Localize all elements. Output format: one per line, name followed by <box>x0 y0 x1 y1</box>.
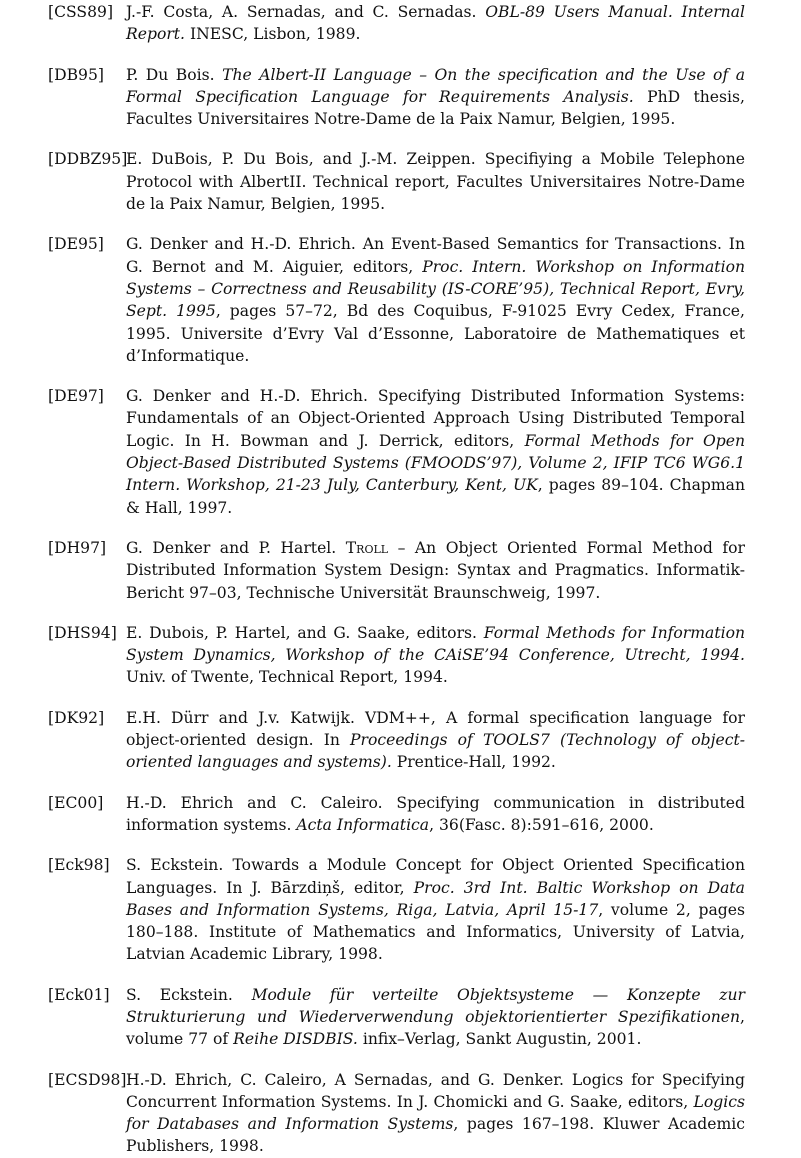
reference-entry <box>48 1069 745 1158</box>
reference-text: E. Dubois, P. Hartel, and G. Saake, editors. Formal Methods for Information System Dynamics, Workshop of the CAiSE’94 Conference, Utrecht, 1994. Univ. of Twente, Technical Report, 1994. <box>126 623 745 687</box>
reference-label: [Eck01] <box>48 985 110 1004</box>
reference-entry <box>48 1 745 46</box>
reference-entry <box>48 622 745 689</box>
reference-text: G. Denker and H.-D. Ehrich. An Event-Based Semantics for Transactions. In G. Bernot and M. Aiguier, editors, Proc. Intern. Workshop on Information Systems – Correctness and Reusability (IS-CORE’95), Technical Report, Evry, Sept. 1995, pages 57–72, Bd des Coquibus, F-91025 Evry Cedex, France, 1995. Universite d’Evry Val d’Essonne, Laboratoire de Mathematiques et d’Informatique. <box>126 235 745 365</box>
reference-entry <box>48 148 745 215</box>
reference-label: [DHS94] <box>48 623 117 642</box>
reference-label: [CSS89] <box>48 3 114 21</box>
reference-text: S. Eckstein. Towards a Module Concept for Object Oriented Specification Languages. In J. Bārzdiņš, editor, Proc. 3rd Int. Baltic Workshop on Data Bases and Information Systems, Riga, Latvia, April 15-17, volume 2, pages 180–188. Institute of Mathematics and Informatics, University of Latvia, Latvian Academic Library, 1998. <box>126 856 745 964</box>
reference-label: [Eck98] <box>48 856 110 875</box>
reference-text: J.-F. Costa, A. Sernadas, and C. Sernadas. OBL-89 Users Manual. Internal Report. INESC, Lisbon, 1989. <box>126 3 745 44</box>
reference-label: [EC00] <box>48 793 104 812</box>
reference-text: G. Denker and P. Hartel. Troll – An Object Oriented Formal Method for Distributed Information System Design: Syntax and Pragmatics. Informatik-Bericht 97–03, Technische Universität Braunschweig, 1997. <box>126 538 745 602</box>
reference-label: [DK92] <box>48 708 105 727</box>
reference-entry <box>48 792 745 837</box>
reference-text: E.H. Dürr and J.v. Katwijk. VDM++, A formal specification language for object-oriented design. In Proceedings of TOOLS7 (Technology of object-oriented languages and systems). Prentice-Hall, 1992. <box>126 708 745 772</box>
reference-entry <box>48 707 745 774</box>
reference-label: [DE95] <box>48 235 104 254</box>
reference-entry <box>48 854 745 965</box>
reference-text: E. DuBois, P. Du Bois, and J.-M. Zeippen. Specifiying a Mobile Telephone Protocol with AlbertII. Technical report, Facultes Universitaires Notre-Dame de la Paix Namur, Belgien, 1995. <box>126 150 745 214</box>
reference-entry <box>48 233 745 367</box>
reference-entry <box>48 64 745 131</box>
reference-label: [DE97] <box>48 387 104 406</box>
reference-label: [ECSD98] <box>48 1070 127 1089</box>
reference-label: [DDBZ95] <box>48 150 128 169</box>
reference-text: H.-D. Ehrich, C. Caleiro, A Sernadas, and G. Denker. Logics for Specifying Concurrent Information Systems. In J. Chomicki and G. Saake, editors, Logics for Databases and Information Systems, pages 167–198. Kluwer Academic Publishers, 1998. <box>126 1070 745 1156</box>
reference-list <box>48 1 745 1158</box>
reference-entry <box>48 984 745 1051</box>
reference-text: P. Du Bois. The Albert-II Language – On the specification and the Use of a Formal Specification Language for Requirements Analysis. PhD thesis, Facultes Universitaires Notre-Dame de la Paix Namur, Belgien, 1995. <box>126 65 745 129</box>
reference-label: [DH97] <box>48 538 107 557</box>
reference-text: S. Eckstein. Module für verteilte Objektsysteme — Konzepte zur Strukturierung und Wiederverwendung objektorientierter Spezifikationen, volume 77 of Reihe DISDBIS. infix–Verlag, Sankt Augustin, 2001. <box>126 985 745 1049</box>
reference-text: G. Denker and H.-D. Ehrich. Specifying Distributed Information Systems: Fundamentals of an Object-Oriented Approach Using Distributed Temporal Logic. In H. Bowman and J. Derrick, editors, Formal Methods for Open Object-Based Distributed Systems (FMOODS’97), Volume 2, IFIP TC6 WG6.1 Intern. Workshop, 21-23 July, Canterbury, Kent, UK, pages 89–104. Chapman & Hall, 1997. <box>126 387 745 517</box>
reference-text: H.-D. Ehrich and C. Caleiro. Specifying communication in distributed information systems. Acta Informatica, 36(Fasc. 8):591–616, 2000. <box>126 793 745 834</box>
reference-entry <box>48 537 745 604</box>
reference-label: [DB95] <box>48 65 104 84</box>
reference-entry <box>48 385 745 519</box>
